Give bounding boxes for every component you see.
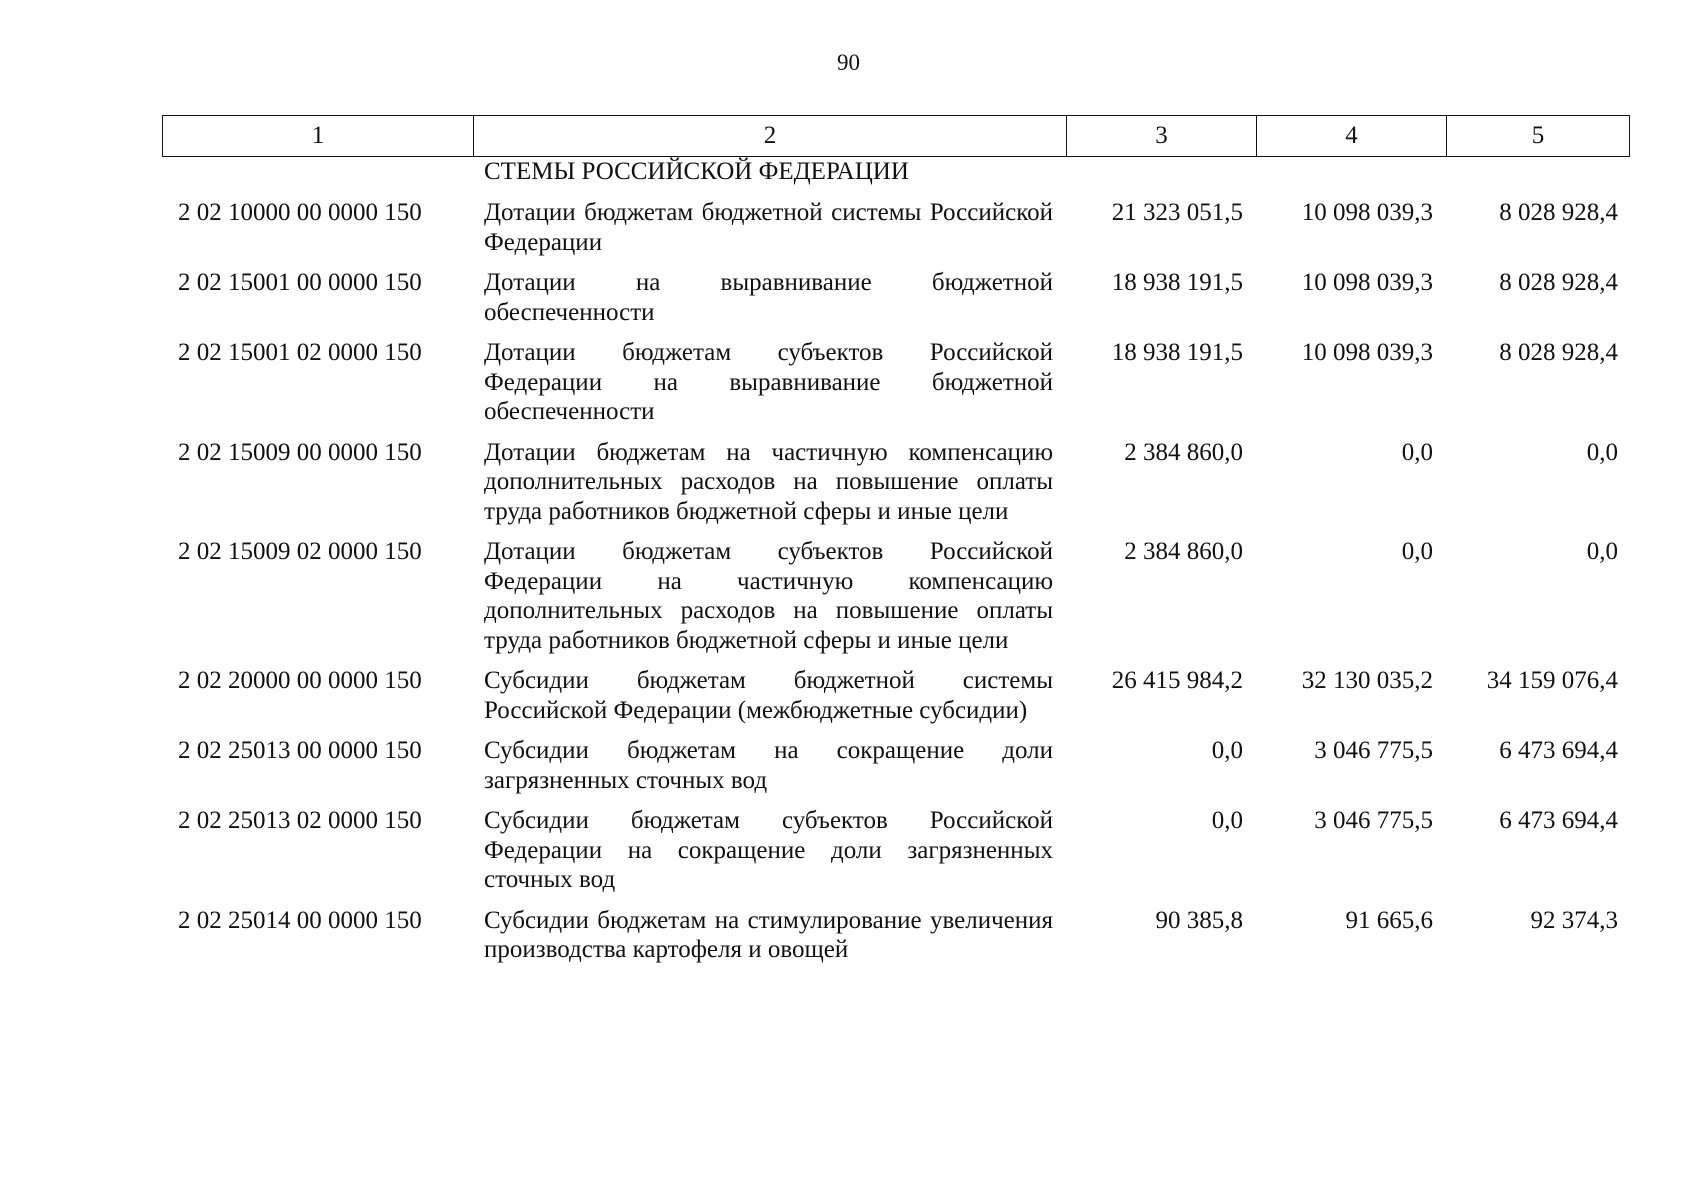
row-value-col3: 90 385,8 [1155, 906, 1243, 934]
table-row [162, 666, 1630, 725]
row-value-col5: 8 028 928,4 [1499, 269, 1618, 296]
row-description: Дотации бюджетам субъектов Российской Федерации на частичную компенсацию дополнительных расходов на повышение оплаты труда работников бюджетной сферы и иные цели [484, 538, 1053, 654]
table-row [162, 338, 1630, 427]
row-description: Субсидии бюджетам бюджетной системы Российской Федерации (межбюджетные субсидии) [484, 667, 1053, 724]
header-col-5: 5 [1446, 116, 1629, 156]
header-col-4: 4 [1256, 116, 1446, 156]
row-code: 2 02 15001 00 0000 150 [178, 269, 422, 296]
row-value-col5: 6 473 694,4 [1499, 737, 1618, 764]
row-description: Дотации бюджетам на частичную компенсацию дополнительных расходов на повышение оплаты труда работников бюджетной сферы и иные цели [484, 438, 1053, 525]
row-description: Субсидии бюджетам на сокращение доли загрязненных сточных вод [484, 737, 1053, 794]
row-value-col3: 0,0 [1211, 807, 1243, 834]
row-value-col3: 2 384 860,0 [1124, 438, 1243, 466]
header-col-1: 1 [311, 122, 325, 149]
row-value-col5: 0,0 [1586, 538, 1618, 565]
row-value-col3: 26 415 984,2 [1111, 667, 1243, 694]
row-code: 2 02 25013 00 0000 150 [178, 737, 422, 764]
row-value-col3: 18 938 191,5 [1111, 269, 1243, 296]
row-value-col5: 8 028 928,4 [1499, 339, 1618, 366]
row-value-col3: 18 938 191,5 [1111, 339, 1243, 366]
budget-table [162, 115, 1630, 965]
continuation-row [162, 157, 1630, 187]
row-code: 2 02 15009 00 0000 150 [178, 438, 422, 466]
row-value-col4: 32 130 035,2 [1301, 667, 1433, 694]
row-code: 2 02 15001 02 0000 150 [178, 339, 422, 366]
table-row [162, 906, 1630, 965]
row-value-col4: 91 665,6 [1345, 906, 1433, 934]
row-value-col4: 0,0 [1401, 438, 1433, 466]
table-row [162, 537, 1630, 655]
table-header [162, 115, 1630, 157]
row-value-col3: 0,0 [1211, 737, 1243, 764]
row-code: 2 02 15009 02 0000 150 [178, 538, 422, 565]
table-row [162, 198, 1630, 257]
row-description: Дотации бюджетам субъектов Российской Федерации на выравнивание бюджетной обеспеченности [484, 339, 1053, 425]
row-value-col3: 21 323 051,5 [1111, 199, 1243, 226]
row-value-col3: 2 384 860,0 [1124, 538, 1243, 565]
row-code: 2 02 25013 02 0000 150 [178, 807, 422, 834]
table-row [162, 806, 1630, 895]
table-row [162, 268, 1630, 327]
header-col-3: 3 [1066, 116, 1256, 156]
row-value-col5: 8 028 928,4 [1499, 199, 1618, 226]
row-value-col4: 3 046 775,5 [1314, 807, 1433, 834]
row-code: 2 02 25014 00 0000 150 [178, 906, 422, 934]
row-description: Субсидии бюджетам субъектов Российской Федерации на сокращение доли загрязненных сточных вод [484, 807, 1053, 893]
row-value-col4: 10 098 039,3 [1301, 199, 1433, 226]
row-value-col4: 10 098 039,3 [1301, 339, 1433, 366]
row-value-col5: 34 159 076,4 [1486, 667, 1618, 694]
page-number: 90 [837, 50, 860, 75]
row-code: 2 02 20000 00 0000 150 [178, 667, 422, 694]
row-value-col4: 10 098 039,3 [1301, 269, 1433, 296]
table-row [162, 736, 1630, 795]
header-col-2: 2 [473, 116, 1066, 156]
row-value-col5: 0,0 [1586, 438, 1618, 466]
continuation-text: СТЕМЫ РОССИЙСКОЙ ФЕДЕРАЦИИ [484, 158, 909, 185]
table-row [162, 438, 1630, 527]
row-value-col4: 0,0 [1401, 538, 1433, 565]
row-code: 2 02 10000 00 0000 150 [178, 199, 422, 226]
row-value-col5: 6 473 694,4 [1499, 807, 1618, 834]
row-value-col5: 92 374,3 [1530, 906, 1618, 934]
row-description: Дотации на выравнивание бюджетной обеспеченности [484, 269, 1053, 326]
row-value-col4: 3 046 775,5 [1314, 737, 1433, 764]
row-description: Дотации бюджетам бюджетной системы Российской Федерации [484, 199, 1053, 256]
row-description: Субсидии бюджетам на стимулирование увеличения производства картофеля и овощей [484, 906, 1053, 963]
